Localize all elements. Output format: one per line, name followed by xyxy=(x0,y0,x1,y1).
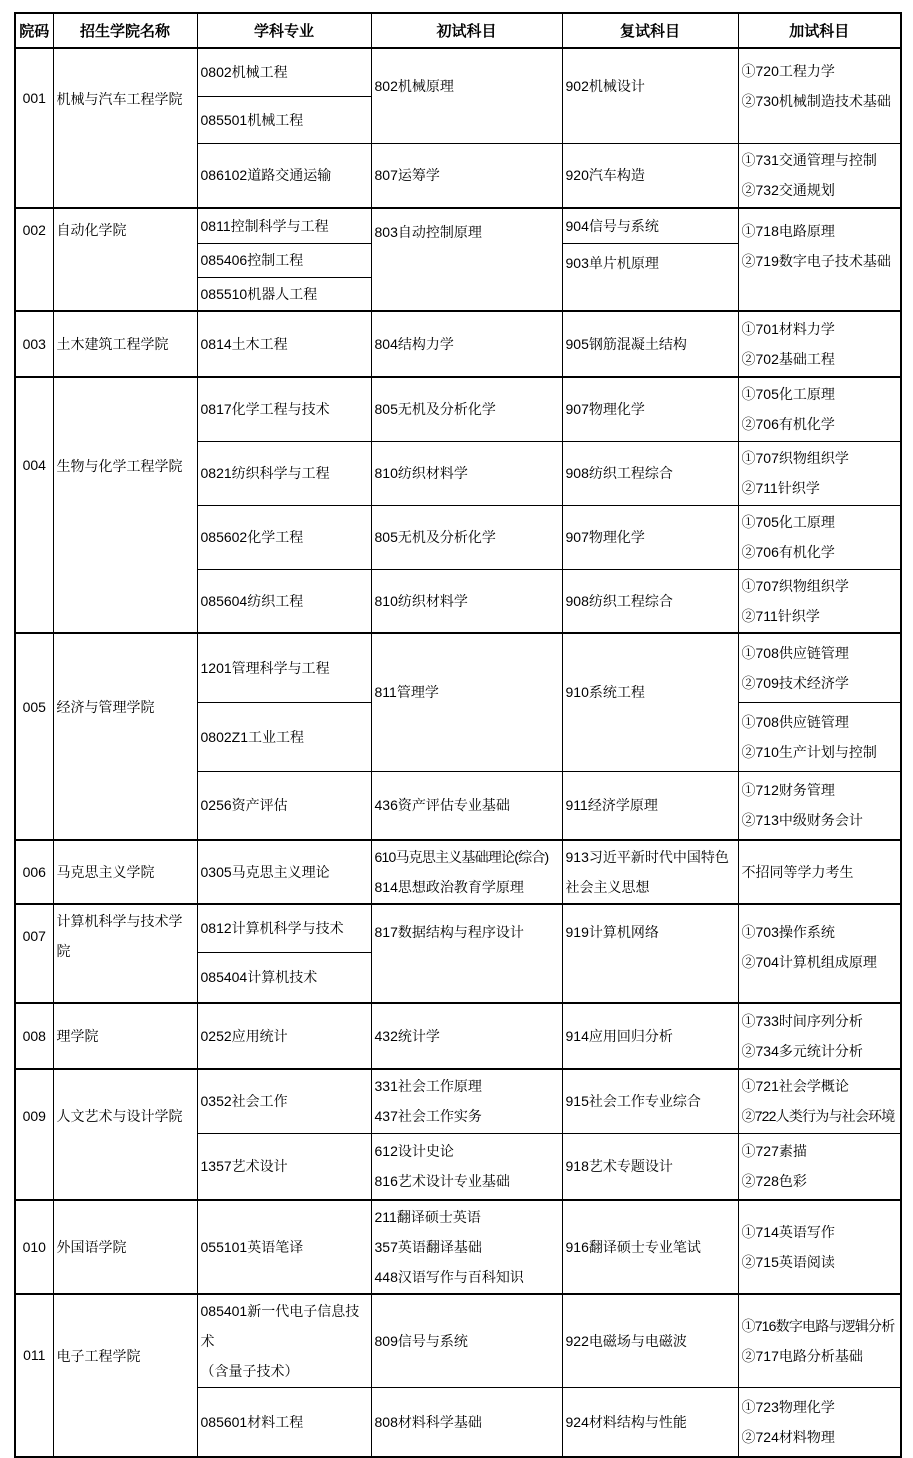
first-exam-cell: 331社会工作原理 437社会工作实务 xyxy=(371,1069,562,1133)
retest-cell: 908纺织工程综合 xyxy=(562,569,738,633)
college-cell: 自动化学院 xyxy=(53,208,197,311)
major-cell: 0812计算机科学与技术 xyxy=(197,904,371,952)
major-cell: 1357艺术设计 xyxy=(197,1133,371,1200)
extra-exam-cell: ①712财务管理 ②713中级财务会计 xyxy=(738,771,901,840)
major-cell: 0352社会工作 xyxy=(197,1069,371,1133)
table-row xyxy=(15,904,901,952)
retest-cell: 910系统工程 xyxy=(562,633,738,771)
first-exam-cell: 817数据结构与程序设计 xyxy=(371,904,562,1003)
major-cell: 0814土木工程 xyxy=(197,311,371,377)
extra-exam-cell: ①708供应链管理 ②710生产计划与控制 xyxy=(738,702,901,771)
extra-exam-cell: ①720工程力学 ②730机械制造技术基础 xyxy=(738,48,901,143)
table-row xyxy=(15,1003,901,1069)
retest-cell: 916翻译硕士专业笔试 xyxy=(562,1200,738,1294)
major-cell: 085501机械工程 xyxy=(197,96,371,143)
major-cell: 085602化学工程 xyxy=(197,505,371,569)
major-cell: 1201管理科学与工程 xyxy=(197,633,371,702)
first-exam-cell: 610马克思主义基础理论(综合) 814思想政治教育学原理 xyxy=(371,840,562,904)
code-cell: 008 xyxy=(15,1003,53,1069)
major-cell: 0305马克思主义理论 xyxy=(197,840,371,904)
first-exam-cell: 436资产评估专业基础 xyxy=(371,771,562,840)
major-cell: 085401新一代电子信息技术 （含量子技术） xyxy=(197,1294,371,1388)
major-cell: 0252应用统计 xyxy=(197,1003,371,1069)
retest-cell: 902机械设计 xyxy=(562,48,738,143)
college-cell: 计算机科学与技术学院 xyxy=(53,904,197,1003)
extra-exam-cell: ①707织物组织学 ②711针织学 xyxy=(738,569,901,633)
retest-cell: 914应用回归分析 xyxy=(562,1003,738,1069)
retest-cell: 918艺术专题设计 xyxy=(562,1133,738,1200)
table-row xyxy=(15,48,901,96)
header-extra-exam: 加试科目 xyxy=(738,13,901,48)
first-exam-cell: 211翻译硕士英语 357英语翻译基础 448汉语写作与百科知识 xyxy=(371,1200,562,1294)
college-cell: 电子工程学院 xyxy=(53,1294,197,1457)
major-cell: 085604纺织工程 xyxy=(197,569,371,633)
extra-exam-cell: ①718电路原理 ②719数字电子技术基础 xyxy=(738,208,901,311)
retest-cell: 904信号与系统 xyxy=(562,208,738,243)
major-cell: 0811控制科学与工程 xyxy=(197,208,371,243)
major-cell: 085510机器人工程 xyxy=(197,277,371,311)
extra-exam-cell: ①727素描 ②728色彩 xyxy=(738,1133,901,1200)
extra-exam-cell: ①721社会学概论 ②722人类行为与社会环境 xyxy=(738,1069,901,1133)
first-exam-cell: 809信号与系统 xyxy=(371,1294,562,1388)
code-cell: 005 xyxy=(15,633,53,840)
extra-exam-cell: ①705化工原理 ②706有机化学 xyxy=(738,505,901,569)
college-cell: 机械与汽车工程学院 xyxy=(53,48,197,208)
table-row xyxy=(15,208,901,243)
table-row xyxy=(15,311,901,377)
admissions-exam-table xyxy=(14,12,902,1458)
extra-exam-cell: ①733时间序列分析 ②734多元统计分析 xyxy=(738,1003,901,1069)
extra-exam-cell: ①708供应链管理 ②709技术经济学 xyxy=(738,633,901,702)
admissions-table-container xyxy=(14,12,902,1458)
retest-cell: 922电磁场与电磁波 xyxy=(562,1294,738,1388)
code-cell: 004 xyxy=(15,377,53,633)
college-cell: 经济与管理学院 xyxy=(53,633,197,840)
retest-cell: 907物理化学 xyxy=(562,377,738,441)
header-first-exam: 初试科目 xyxy=(371,13,562,48)
first-exam-cell: 803自动控制原理 xyxy=(371,208,562,311)
table-row xyxy=(15,1294,901,1388)
code-cell: 001 xyxy=(15,48,53,208)
major-cell: 086102道路交通运输 xyxy=(197,143,371,208)
code-cell: 003 xyxy=(15,311,53,377)
college-cell: 人文艺术与设计学院 xyxy=(53,1069,197,1200)
extra-exam-cell: ①731交通管理与控制 ②732交通规划 xyxy=(738,143,901,208)
major-cell: 085601材料工程 xyxy=(197,1388,371,1457)
code-cell: 006 xyxy=(15,840,53,904)
major-cell: 0817化学工程与技术 xyxy=(197,377,371,441)
college-cell: 外国语学院 xyxy=(53,1200,197,1294)
college-cell: 土木建筑工程学院 xyxy=(53,311,197,377)
code-cell: 009 xyxy=(15,1069,53,1200)
code-cell: 010 xyxy=(15,1200,53,1294)
first-exam-cell: 432统计学 xyxy=(371,1003,562,1069)
retest-cell: 919计算机网络 xyxy=(562,904,738,1003)
retest-cell: 920汽车构造 xyxy=(562,143,738,208)
college-cell: 理学院 xyxy=(53,1003,197,1069)
retest-cell: 907物理化学 xyxy=(562,505,738,569)
header-major: 学科专业 xyxy=(197,13,371,48)
code-cell: 007 xyxy=(15,904,53,1003)
major-cell: 085406控制工程 xyxy=(197,243,371,277)
extra-exam-cell: ①716数字电路与逻辑分析 ②717电路分析基础 xyxy=(738,1294,901,1388)
extra-exam-cell: ①701材料力学 ②702基础工程 xyxy=(738,311,901,377)
extra-exam-cell: ①714英语写作 ②715英语阅读 xyxy=(738,1200,901,1294)
retest-cell: 924材料结构与性能 xyxy=(562,1388,738,1457)
first-exam-cell: 810纺织材料学 xyxy=(371,569,562,633)
code-cell: 002 xyxy=(15,208,53,311)
first-exam-cell: 807运筹学 xyxy=(371,143,562,208)
college-cell: 马克思主义学院 xyxy=(53,840,197,904)
first-exam-cell: 808材料科学基础 xyxy=(371,1388,562,1457)
retest-cell: 908纺织工程综合 xyxy=(562,441,738,505)
header-retest: 复试科目 xyxy=(562,13,738,48)
table-row xyxy=(15,1069,901,1133)
major-cell: 0802机械工程 xyxy=(197,48,371,96)
header-code: 院码 xyxy=(15,13,53,48)
major-cell: 0256资产评估 xyxy=(197,771,371,840)
retest-cell: 915社会工作专业综合 xyxy=(562,1069,738,1133)
extra-exam-cell: 不招同等学力考生 xyxy=(738,840,901,904)
retest-cell: 903单片机原理 xyxy=(562,243,738,311)
header-row xyxy=(15,13,901,48)
table-row xyxy=(15,377,901,441)
extra-exam-cell: ①723物理化学 ②724材料物理 xyxy=(738,1388,901,1457)
table-row xyxy=(15,633,901,702)
extra-exam-cell: ①707织物组织学 ②711针织学 xyxy=(738,441,901,505)
retest-cell: 911经济学原理 xyxy=(562,771,738,840)
first-exam-cell: 810纺织材料学 xyxy=(371,441,562,505)
major-cell: 055101英语笔译 xyxy=(197,1200,371,1294)
code-cell: 011 xyxy=(15,1294,53,1457)
retest-cell: 913习近平新时代中国特色社会主义思想 xyxy=(562,840,738,904)
table-row xyxy=(15,840,901,904)
header-college: 招生学院名称 xyxy=(53,13,197,48)
major-cell: 0821纺织科学与工程 xyxy=(197,441,371,505)
major-cell: 085404计算机技术 xyxy=(197,952,371,1003)
first-exam-cell: 804结构力学 xyxy=(371,311,562,377)
table-row xyxy=(15,1200,901,1294)
major-cell: 0802Z1工业工程 xyxy=(197,702,371,771)
first-exam-cell: 802机械原理 xyxy=(371,48,562,143)
extra-exam-cell: ①703操作系统 ②704计算机组成原理 xyxy=(738,904,901,1003)
first-exam-cell: 811管理学 xyxy=(371,633,562,771)
college-cell: 生物与化学工程学院 xyxy=(53,377,197,633)
first-exam-cell: 805无机及分析化学 xyxy=(371,377,562,441)
first-exam-cell: 805无机及分析化学 xyxy=(371,505,562,569)
retest-cell: 905钢筋混凝土结构 xyxy=(562,311,738,377)
extra-exam-cell: ①705化工原理 ②706有机化学 xyxy=(738,377,901,441)
first-exam-cell: 612设计史论 816艺术设计专业基础 xyxy=(371,1133,562,1200)
